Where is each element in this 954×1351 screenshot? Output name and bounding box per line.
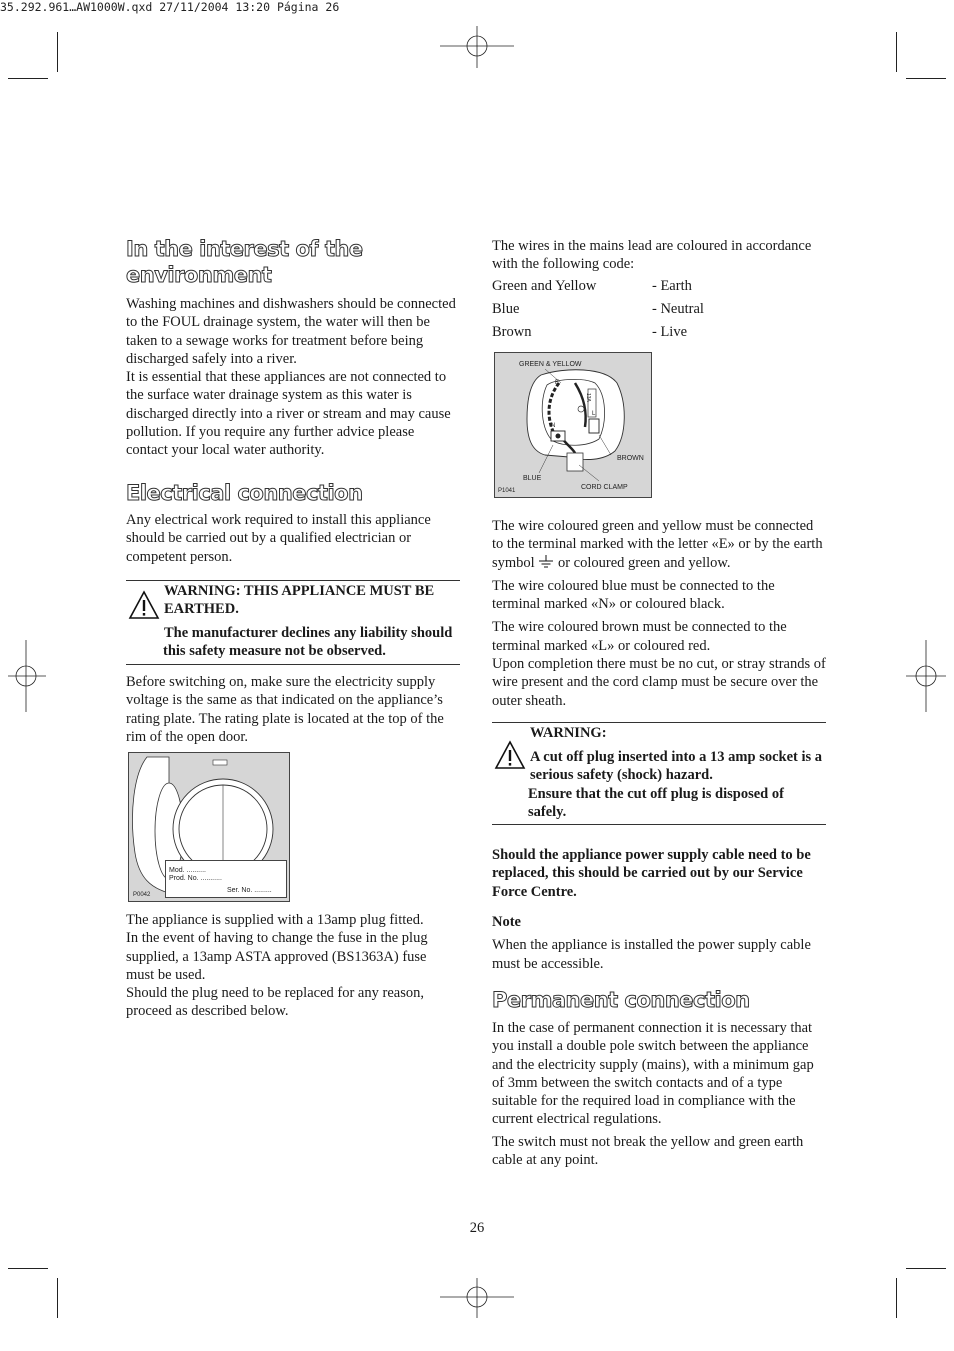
plate-prod: Prod. No. ...........	[169, 875, 222, 882]
earth-symbol-icon	[538, 555, 554, 569]
wires-intro-paragraph: The wires in the mains lead are coloured in accordance with the following code:	[492, 238, 812, 273]
warning1-text	[164, 582, 460, 619]
electrical-body	[126, 511, 446, 566]
wire-role: - Neutral	[652, 301, 704, 317]
warning2-bottom-rule	[492, 824, 826, 825]
before-switching	[126, 673, 456, 746]
terminal-e-label: E	[555, 380, 560, 386]
rating-plate-figure	[128, 752, 290, 902]
wire-code-row	[492, 300, 826, 323]
environment-section	[126, 236, 366, 288]
electrical-paragraph: Any electrical work required to install this appliance should be carried out by a qualified electrician or competent person.	[126, 512, 431, 565]
page-number-box	[458, 1219, 496, 1237]
permanent-heading: Permanent connection	[492, 988, 750, 1012]
electrical-section	[126, 480, 459, 506]
permanent-paragraph-1: In the case of permanent connection it is necessary that you install a double pole switch between the appliance and the electricity supply (mains), with a minimum gap of 3mm between the switch contacts and of a type suitable for the required load in compliance with the current electrical regulations.	[492, 1020, 814, 1128]
warning1-line2: The manufacturer declines any liability should this safety measure not be observed.	[163, 625, 453, 660]
plate-figure-code: P0042	[133, 892, 151, 898]
permanent-body	[492, 1019, 826, 1169]
environment-heading: In the interest of the environment	[126, 237, 363, 287]
wire-instructions	[492, 517, 826, 710]
terminal-n-label: N	[551, 423, 556, 429]
plug-paragraph-2: In the event of having to change the fuse in the plug supplied, a 13amp ASTA approved (BS1363A) fuse must be used.	[126, 930, 428, 983]
green-yellow-paragraph	[492, 517, 826, 572]
warning2-title-box	[530, 724, 826, 742]
label-cord-clamp: CORD CLAMP	[581, 484, 628, 491]
warning1-line1: WARNING: THIS APPLIANCE MUST BE EARTHED.	[164, 583, 435, 618]
electrical-heading: Electrical connection	[126, 481, 363, 505]
plug-section	[126, 911, 456, 1021]
warning-triangle-icon	[128, 590, 160, 620]
plug-figure-code: P1041	[498, 488, 516, 494]
warning2-line1-box	[530, 748, 826, 785]
permanent-section	[492, 987, 826, 1013]
before-switching-paragraph: Before switching on, make sure the electricity supply voltage is the same as that indicated on the appliance’s rating plate. The rating plate is located at the top of the rim of the open door.	[126, 674, 444, 745]
label-green-yellow: GREEN & YELLOW	[519, 361, 582, 368]
warning2-title: WARNING:	[530, 725, 607, 741]
permanent-paragraph-2: The switch must not break the yellow and green earth cable at any point.	[492, 1133, 804, 1169]
note-paragraph: When the appliance is installed the power supply cable must be accessible.	[492, 937, 811, 972]
environment-body	[126, 295, 459, 460]
fuse-label: 13A	[585, 393, 591, 402]
page-number: 26	[469, 1220, 485, 1236]
warning2-line1: A cut off plug inserted into a 13 amp socket is a serious safety (shock) hazard.	[530, 749, 823, 784]
cable-replacement	[492, 846, 826, 901]
label-blue: BLUE	[523, 475, 542, 482]
blue-paragraph: The wire coloured blue must be connected to the terminal marked «N» or coloured black.	[492, 577, 775, 613]
environment-paragraph-1: Washing machines and dishwashers should be connected to the FOUL drainage system, the water will then be taken to a sewage works for treatment before being discharged safely into a river.	[126, 296, 456, 367]
warning2-top-rule	[492, 722, 826, 723]
green-yellow-text-end: or coloured green and yellow.	[557, 554, 731, 571]
wire-role: - Earth	[652, 278, 692, 294]
plug-wiring-figure	[494, 352, 652, 498]
warning-triangle-icon	[494, 740, 526, 770]
green-yellow-text: The wire coloured green and yellow must be connected to the terminal marked with the letter «E» or by the earth symbol	[492, 518, 823, 571]
completion-paragraph: Upon completion there must be no cut, or stray strands of wire present and the cord clamp must be secure over the outer sheath.	[492, 656, 826, 709]
wire-colour: Blue	[492, 301, 520, 317]
terminal-l-label: L	[592, 411, 596, 417]
environment-paragraph-2: It is essential that these appliances are not connected to the surface water drainage system as this water is discharged directly into a river or stream and may cause pollution. If you require any further advice please contact your local water authority.	[126, 369, 451, 459]
wire-code-table	[492, 277, 826, 346]
brown-paragraph: The wire coloured brown must be connected to the terminal marked «L» or coloured red.	[492, 619, 787, 654]
wire-role: - Live	[652, 324, 688, 340]
plug-paragraph-1: The appliance is supplied with a 13amp plug fitted.	[126, 912, 424, 928]
label-brown: BROWN	[617, 455, 644, 462]
wire-code-row	[492, 277, 826, 300]
plate-mod: Mod. ..........	[169, 867, 206, 874]
plug-paragraph-3: Should the plug need to be replaced for any reason, proceed as described below.	[126, 985, 424, 1020]
warning2-line2-box	[528, 785, 808, 822]
wire-colour: Brown	[492, 324, 532, 340]
note-section	[492, 913, 826, 973]
warning1-top-rule	[126, 580, 460, 581]
wire-colour: Green and Yellow	[492, 278, 597, 294]
note-title: Note	[492, 914, 521, 930]
print-slug: 35.292.961…AW1000W.qxd 27/11/2004 13:20 Página 26	[0, 0, 340, 14]
warning1-liability	[163, 624, 460, 661]
warning2-line2: Ensure that the cut off plug is disposed of safely.	[528, 786, 784, 821]
cable-replacement-paragraph: Should the appliance power supply cable need to be replaced, this should be carried out by our Service Force Centre.	[492, 847, 811, 900]
plate-ser: Ser. No. .........	[227, 887, 272, 894]
wires-intro	[492, 237, 826, 274]
plug-illustration	[495, 353, 651, 497]
wire-code-row	[492, 323, 826, 346]
warning1-bottom-rule	[126, 664, 460, 665]
